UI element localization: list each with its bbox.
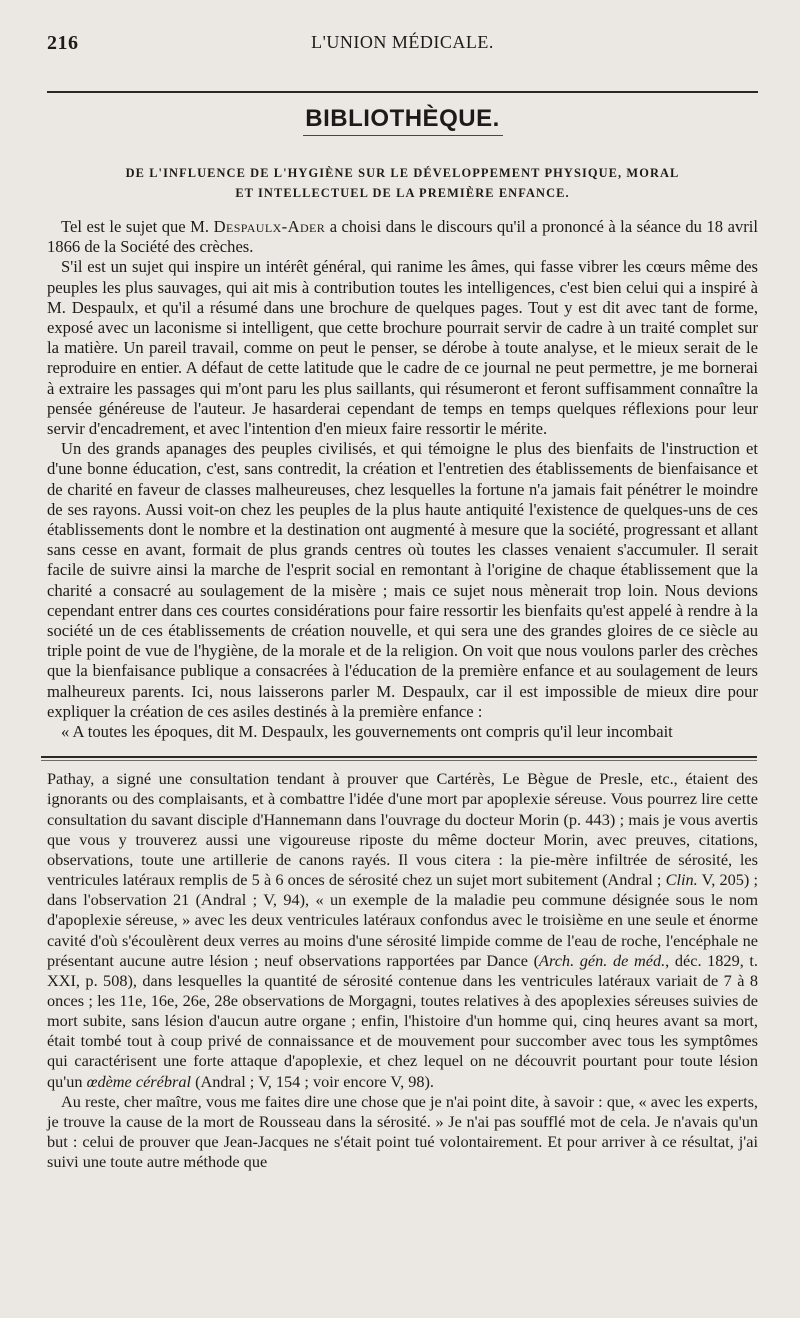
footnote [47, 769, 758, 1172]
journal-title: L'UNION MÉDICALE. [311, 32, 494, 52]
paragraph-2: S'il est un sujet qui inspire un intérêt général, qui ranime les âmes, qui fasse vibrer les cœurs même des peuples les plus sauvages, qui ait mis à contribution toutes les intelligences, c'est bien celui qui a inspiré à M. Despaulx, et qu'il a résumé dans une brochure de quelques pages. Tout y est dit avec tant de forme, exposé avec un laconisme si intelligent, que cette brochure pourrait servir de cadre à un traité complet sur la matière. Un pareil travail, comme on peut le penser, se dérobe à toute analyse, et le mieux serait de le reproduire en entier. A défaut de cette latitude que le cadre de ce journal ne peut permettre, je me bornerai à extraire les passages qui m'ont paru les plus saillants, qui résumeront et feront suffisamment connaître la pensée généreuse de l'auteur. Je hasarderai cependant de temps en temps quelques réflexions pour leur servir d'encadrement, et avec l'intention d'en mieux faire ressortir le mérite. [47, 257, 758, 439]
running-header [47, 28, 758, 58]
paragraph-4: « A toutes les époques, dit M. Despaulx, les gouvernements ont compris qu'il leur incombait [61, 722, 673, 742]
footnote-paragraph-1 [47, 769, 758, 1092]
paragraph-3: Un des grands apanages des peuples civilisés, et qui témoigne le plus des bienfaits de l'instruction et d'une bonne éducation, c'est, sans contredit, la création et l'entretien des établissements de bienfaisance et de charité en faveur de classes malheureuses, chez lesquelles la fortune n'a jamais fait pénétrer le moindre de ses rayons. Aussi voit-on chez les peuples de la plus haute antiquité l'existence de quelques-uns de ces établissements dont le nombre et la destination ont augmenté à mesure que la société, progressant et allant sans cesse en avant, formait de plus grands centres où toutes les classes venaient s'accumuler. Il serait facile de suivre ainsi la marche de l'esprit social en remontant à l'origine de chaque établissement que la charité a consacré au soulagement de la misère ; mais ce sujet nous mènerait trop loin. Nous devions cependant entrer dans ces courtes considérations pour faire ressortir les bienfaits qu'est appelé à rendre à la société un de ces établissements de création nouvelle, et qui sera une des grandes gloires de ce siècle au triple point de vue de l'hygiène, de la morale et de la religion. On voit que nous voulons parler des crèches que la bienfaisance publique a consacrées à l'éducation de la première enfance et au soulagement de leurs malheureux parents. Ici, nous laisserons parler M. Despaulx, car il est impossible de mieux dire pour expliquer la création de ces asiles destinés à la première enfance : [47, 439, 758, 721]
section-title-underline [303, 135, 503, 136]
section-title: BIBLIOTHÈQUE. [305, 105, 500, 132]
footnote-separator-thin [41, 760, 757, 761]
article-title [47, 163, 758, 203]
arch-citation: Arch. gén. de méd. [539, 950, 666, 970]
footnote-text-a: Pathay, a signé une consultation tendant à prouver que Cartérès, Le Bègue de Presle, etc., étaient des ignorants ou des complaisants, et à combattre l'idée d'une mort par apoplexie séreuse. Vous pourrez lire cette consultation du savant disciple d'Hannemann dans l'ouvrage du docteur Morin (p. 443) ; mais je vous avertis que vous y trouverez aussi une vigoureuse riposte du même docteur Morin, avec preuves, citations, observations, toute une artillerie de canons rayés. Il vous citera : la pie-mère infiltrée de sérosité, les ventricules latéraux remplis de 5 à 6 onces de sérosité chez un sujet mort subitement (Andral ; [47, 769, 758, 890]
footnote-text-d: (Andral ; V, 154 ; voir encore V, 98). [191, 1071, 434, 1091]
oedeme-term: œdème cérébral [86, 1071, 192, 1091]
header-rule [47, 91, 758, 93]
paragraph-1 [47, 217, 758, 257]
paragraph-1-text-a: Tel est le sujet que M. [61, 217, 214, 236]
article-title-line-2: ET INTELLECTUEL DE LA PREMIÈRE ENFANCE. [235, 186, 570, 200]
author-name: Despaulx-Ader [213, 217, 326, 236]
article-title-line-1: DE L'INFLUENCE DE L'HYGIÈNE SUR LE DÉVELOPPEMENT PHYSIQUE, MORAL [125, 166, 680, 180]
footnote-separator [41, 756, 757, 758]
article-body [47, 217, 758, 742]
footnote-text-c: , déc. 1829, t. XXI, p. 508), dans lesquelles la quantité de sérosité contenue dans les ventricules latéraux variait de 7 à 8 onces ; les 11e, 16e, 26e, 28e observations de Morgagni, toutes relatives à des apoplexies séreuses suivies de mort subite, sans lésion d'aucun autre organe ; enfin, l'histoire d'un homme qui, cinq heures avant sa mort, était tombé tout à coup privé de connaissance et de mouvement pour succomber avec tous les symptômes qui caractérisent une forte attaque d'apoplexie, et chez lequel on ne découvrit pourtant pour toute lésion qu'un [47, 950, 759, 1091]
footnote-paragraph-2: Au reste, cher maître, vous me faites dire une chose que je n'ai point dite, à savoir : que, « avec les experts, je trouve la cause de la mort de Rousseau dans la sérosité. » Je n'ai pas soufflé mot de cela. Je n'avais qu'un but : celui de prouver que Jean-Jacques ne s'était point tué volontairement. Et pour arriver à ce résultat, j'ai suivi une toute autre méthode que [47, 1091, 758, 1172]
clin-citation: Clin. [665, 870, 698, 890]
paragraph-1-text-b: a choisi dans le discours qu'il a prononcé à la séance du 18 avril 1866 de la Société des crèches. [47, 217, 758, 257]
page-number: 216 [47, 32, 79, 54]
footnote-text-b: V, 205) ; dans l'observation 21 (Andral ; V, 94), « un exemple de la maladie peu commune désignée sous le nom d'apoplexie séreuse, » avec les deux ventricules latéraux confondus avec le troisième en une seule et énorme cavité d'où s'écoulèrent deux verres au moins d'une sérosité limpide comme de l'eau de roche, l'encéphale ne présentant aucune autre lésion ; neuf observations rapportées par Dance ( [47, 870, 759, 970]
